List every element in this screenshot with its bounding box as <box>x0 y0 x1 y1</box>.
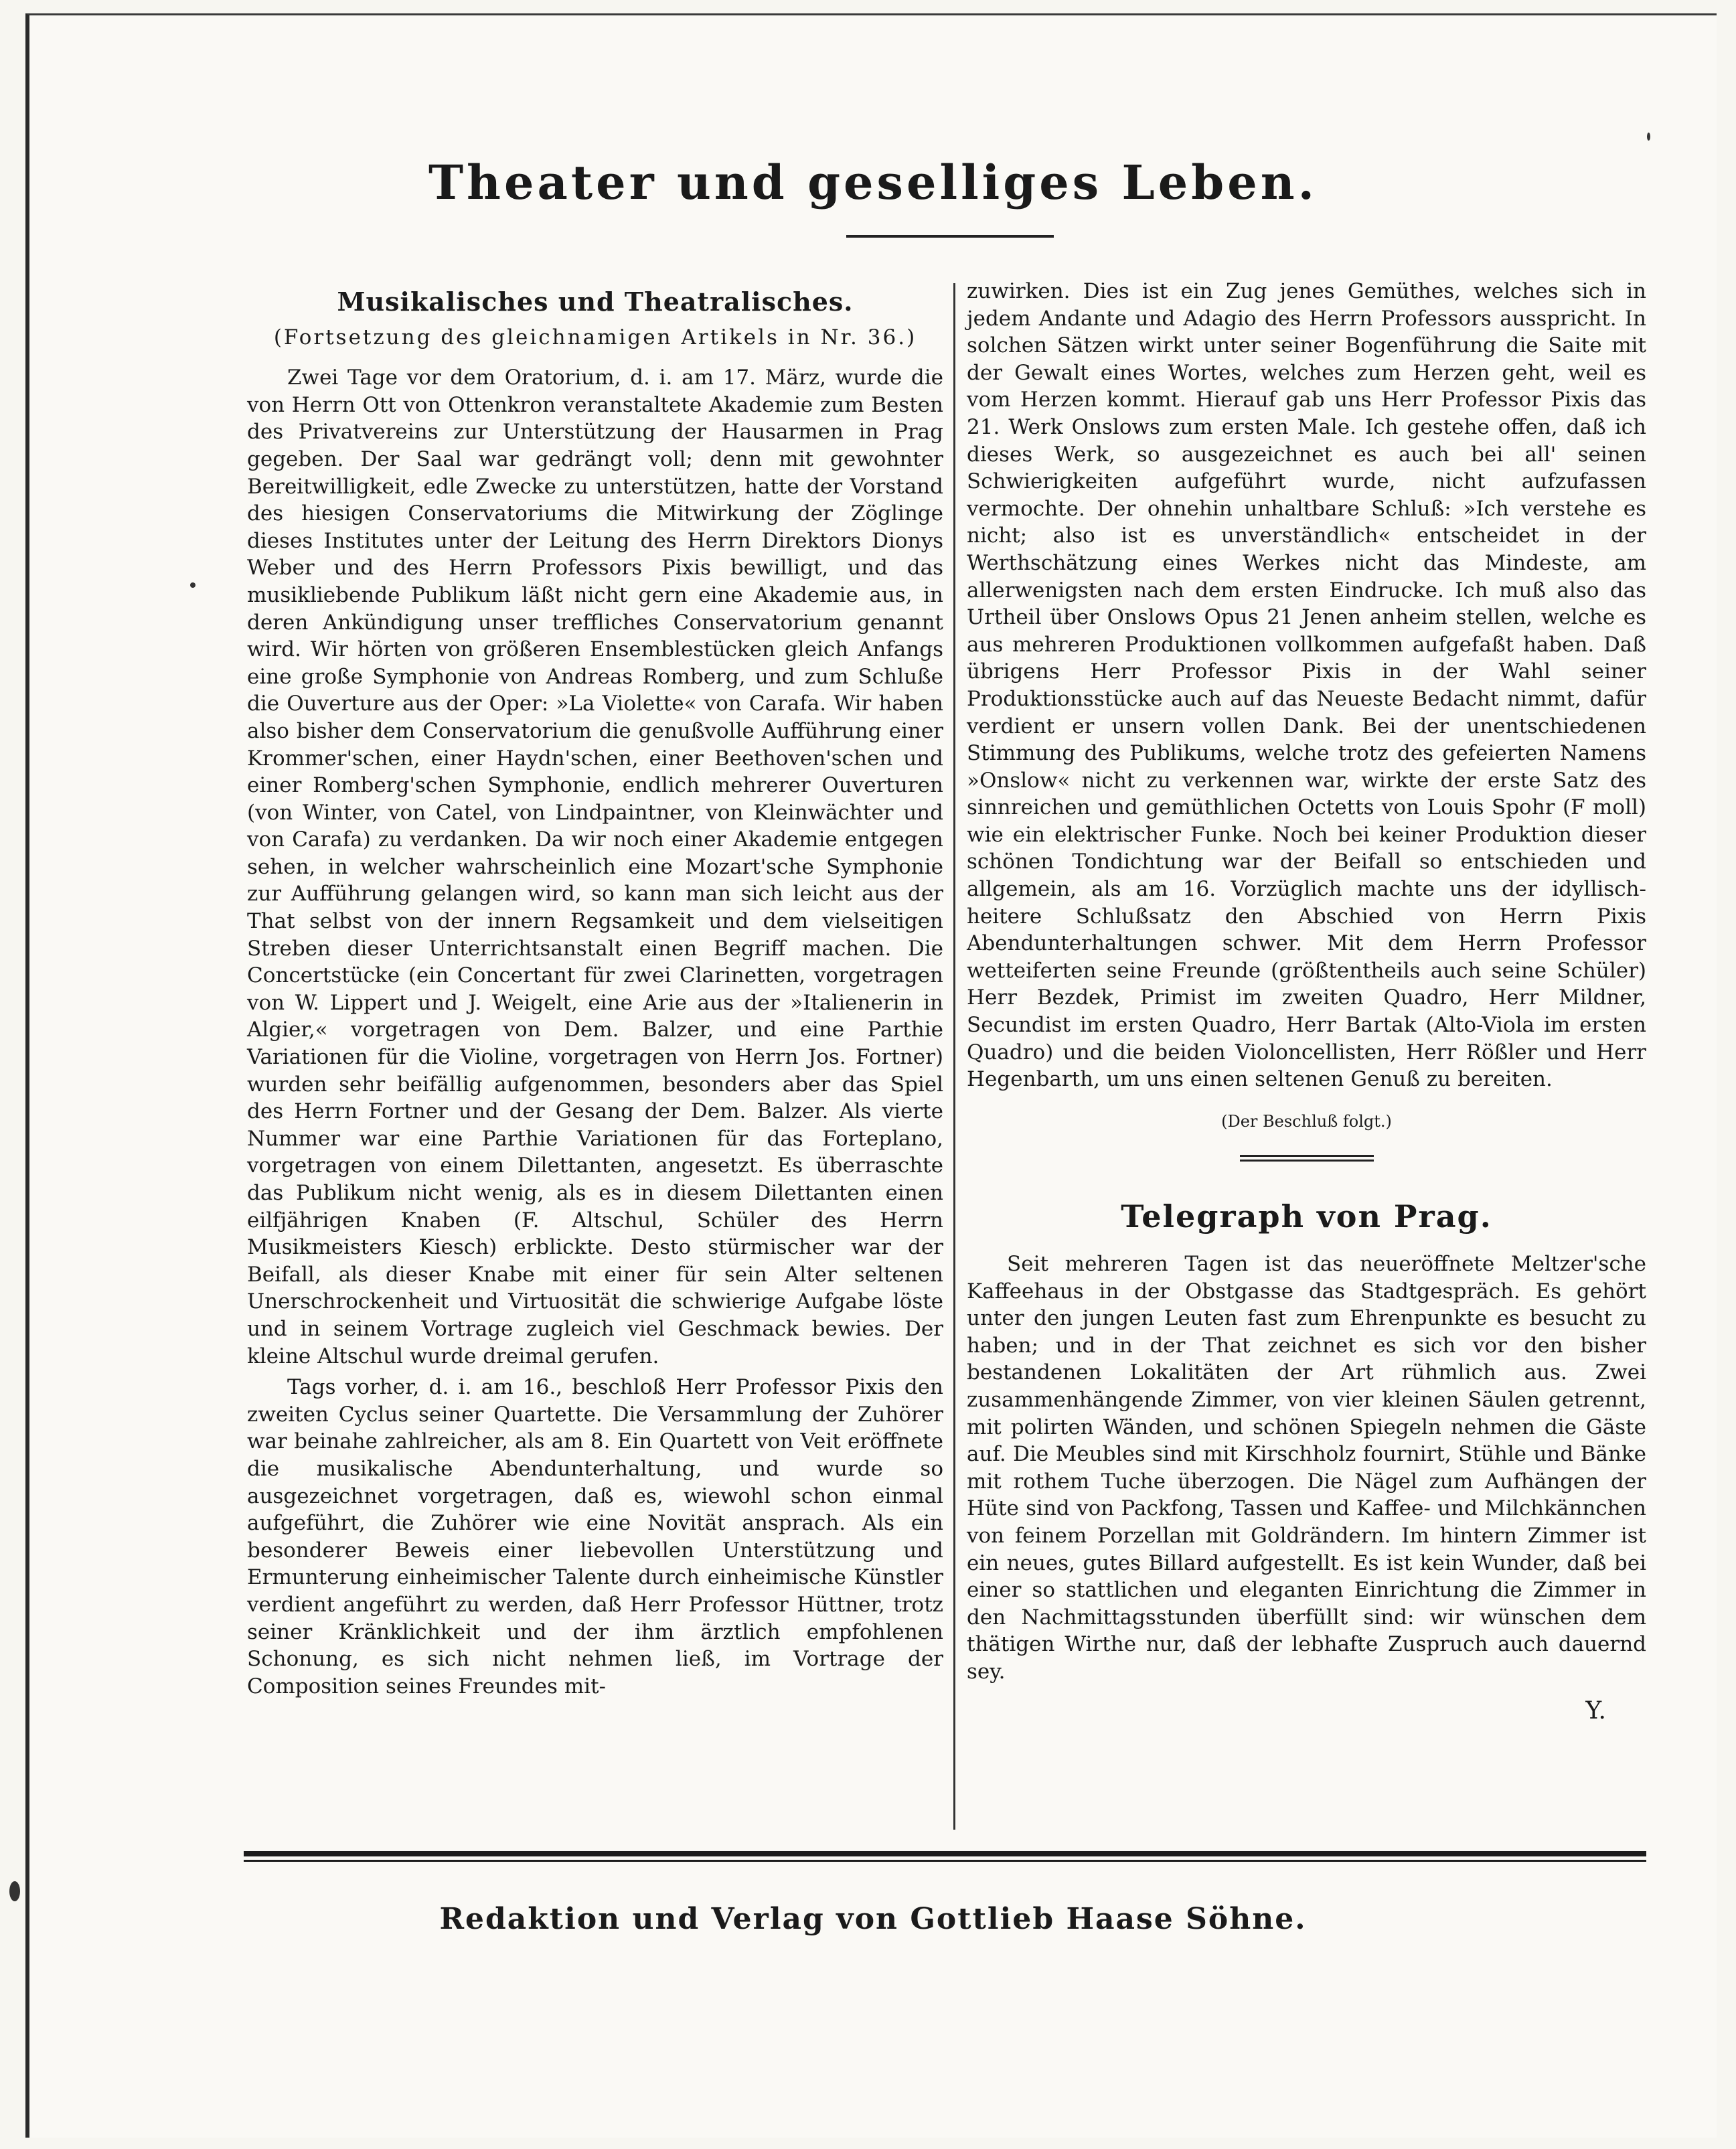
scan-speck <box>1647 133 1650 141</box>
scan-speck <box>190 582 195 588</box>
scan-speck <box>9 1881 20 1901</box>
follows-note: (Der Beschluß folgt.) <box>1221 1111 1392 1131</box>
article-title: Musikalisches und Theatralisches. <box>337 287 854 317</box>
left-column <box>247 278 943 1700</box>
telegraph-title: Telegraph von Prag. <box>1121 1198 1492 1235</box>
publisher-imprint: Redaktion und Verlag von Gottlieb Haase Söhne. <box>439 1902 1307 1936</box>
article-paragraph: Zwei Tage vor dem Oratorium, d. i. am 17. März, wurde die von Herrn Ott von Ottenkron veranstaltete Akademie zum Besten des Privatvereins zur Unterstützung der Hausarmen in Prag gegeben. Der Saal war gedrängt voll; denn mit gewohnter Bereitwilligkeit, edle Zwecke zu unterstützen, hatte der Vorstand des hiesigen Conservatoriums die Mitwirkung der Zöglinge dieses Institutes unter der Leitung des Herrn Direktors Dionys Weber und des Herrn Professors Pixis bewilligt, und das musikliebende Publikum läßt nicht gern eine Akademie aus, in deren Ankündigung unser treffliches Conservatorium genannt wird. Wir hörten von größeren Ensemblestücken gleich Anfangs eine große Symphonie von Andreas Romberg, und zum Schluße die Ouverture aus der Oper: »La Violette« von Carafa. Wir haben also bisher dem Conservatorium die genußvolle Aufführung einer Krommer'schen, einer Haydn'schen, einer Beethoven'schen und einer Romberg'schen Symphonie, endlich mehrerer Ouverturen (von Winter, von Catel, von Lindpaintner, von Kleinwächter und von Carafa) zu verdanken. Da wir noch einer Akademie entgegen sehen, in welcher wahrscheinlich eine Mozart'sche Symphonie zur Aufführung gelangen wird, so kann man sich leicht aus der That selbst von der innern Regsamkeit und dem vielseitigen Streben dieser Unterrichtsanstalt einen Begriff machen. Die Concertstücke (ein Concertant für zwei Clarinetten, vorgetragen von W. Lippert und J. Weigelt, eine Arie aus der »Italienerin in Algier,« vorgetragen von Dem. Balzer, und eine Parthie Variationen für die Violine, vorgetragen von Herrn Jos. Fortner) wurden sehr beifällig aufgenommen, besonders aber das Spiel des Herrn Fortner und der Gesang der Dem. Balzer. Als vierte Nummer war eine Parthie Variationen für das Forteplano, vorgetragen von einem Dilettanten, angesetzt. Es überraschte das Publikum nicht wenig, als es in diesem Dilettanten einen eilfjährigen Knaben (F. Altschul, Schüler des Herrn Musikmeisters Kiesch) erblickte. Desto stürmischer war der Beifall, als dieser Knabe mit einer für sein Alter seltenen Unerschrockenheit und Virtuosität die schwierige Aufgabe löste und in seinem Vortrage zugleich viel Geschmack bewies. Der kleine Altschul wurde dreimal gerufen. <box>247 366 943 1368</box>
title-rule <box>846 235 1054 238</box>
telegraph-text: Seit mehreren Tagen ist das neueröffnete Meltzer'sche Kaffeehaus in der Obstgasse das Stadtgespräch. Es gehört unter den jungen Leuten fast zum Ehrenpunkte es besucht zu haben; und in der That zeichnet es sich vor den bisher bestandenen Lokalitäten der Art rühmlich aus. Zwei zusammenhängende Zimmer, von vier kleinen Säulen getrennt, mit polirten Wänden, und schönen Spiegeln nehmen die Gäste auf. Die Meubles sind mit Kirschholz fournirt, Stühle und Bänke mit rothem Tuche überzogen. Die Nägel zum Aufhängen der Hüte sind von Packfong, Tassen und Kaffee- und Milchkännchen von feinem Porzellan mit Goldrändern. Im hintern Zimmer ist ein neues, gutes Billard aufgestellt. Es ist kein Wunder, daß bei einer so stattlichen und eleganten Einrichtung die Zimmer in den Nachmittagsstunden überfüllt sind: wir wünschen dem thätigen Wirthe nur, daß der lebhafte Zuspruch auch dauernd sey. <box>967 1252 1646 1684</box>
article-subtitle: (Fortsetzung des gleichnamigen Artikels in Nr. 36.) <box>273 325 917 349</box>
article-continuation: zuwirken. Dies ist ein Zug jenes Gemüthes, welches sich in jedem Andante und Adagio des Herrn Professors ausspricht. In solchen Sätzen wirkt unter seiner Bogenführung die Saite mit der Gewalt eines Wortes, welches zum Herzen geht, weil es vom Herzen kommt. Hierauf gab uns Herr Professor Pixis das 21. Werk Onslows zum ersten Male. Ich gestehe offen, daß ich dieses Werk, so ausgezeichnet es auch bei all' seinen Schwierigkeiten aufgeführt wurde, nicht aufzufassen vermochte. Der ohnehin unhaltbare Schluß: »Ich verstehe es nicht; also ist es unverständlich« entscheidet in der Werthschätzung eines Werkes nicht das Mindeste, am allerwenigsten nach dem ersten Eindrucke. Ich muß also das Urtheil über Onslows Opus 21 Jenen anheim stellen, welche es aus mehreren Produktionen vollkommen aufgefaßt haben. Daß übrigens Herr Professor Pixis in der Wahl seiner Produktionsstücke auch auf das Neueste Bedacht nimmt, dafür verdient er unsern vollen Dank. Bei der unentschiedenen Stimmung des Publikums, welche trotz des gefeierten Namens »Onslow« nicht zu verkennen war, wirkte der erste Satz des sinnreichen und gemüthlichen Octetts von Louis Spohr (F moll) wie ein elektrischer Funke. Noch bei keiner Produktion dieser schönen Tondichtung war der Beifall so entschieden und allgemein, als am 16. Vorzüglich machte uns der idyllisch-heitere Schlußsatz den Abschied von Herrn Pixis Abendunterhaltungen schwer. Mit dem Herrn Professor wetteiferten seine Freunde (größtentheils auch seine Schüler) Herr Bezdek, Primist im zweiten Quadro, Herr Mildner, Secundist im ersten Quadro, Herr Bartak (Alto-Viola im ersten Quadro) und die beiden Violoncellisten, Herr Rößler und Herr Hegenbarth, um uns einen seltenen Genuß zu bereiten. <box>967 279 1646 1092</box>
bottom-rule <box>244 1851 1646 1862</box>
author-signature: Y. <box>1585 1696 1606 1725</box>
article-paragraph: Tags vorher, d. i. am 16., beschloß Herr Professor Pixis den zweiten Cyclus seiner Quartette. Die Versammlung der Zuhörer war beinahe zahlreicher, als am 8. Ein Quartett von Veit eröffnete die musikalische Abendunterhaltung, und wurde so ausgezeichnet vorgetragen, daß es, wiewohl schon einmal aufgeführt, die Zuhörer wie eine Novität ansprach. Als ein besonderer Beweis einer liebevollen Unterstützung und Ermunterung einheimischer Talente durch einheimische Künstler verdient angeführt zu werden, daß Herr Professor Hüttner, trotz seiner Kränklichkeit und der ihm ärztlich empfohlenen Schonung, es sich nicht nehmen ließ, im Vortrage der Composition seines Freundes mit- <box>247 1375 943 1698</box>
newspaper-page <box>25 13 1717 2138</box>
page-title: Theater und geselliges Leben. <box>428 155 1318 210</box>
section-separator <box>1240 1155 1374 1162</box>
right-column <box>967 278 1646 1725</box>
column-divider <box>953 283 955 1830</box>
